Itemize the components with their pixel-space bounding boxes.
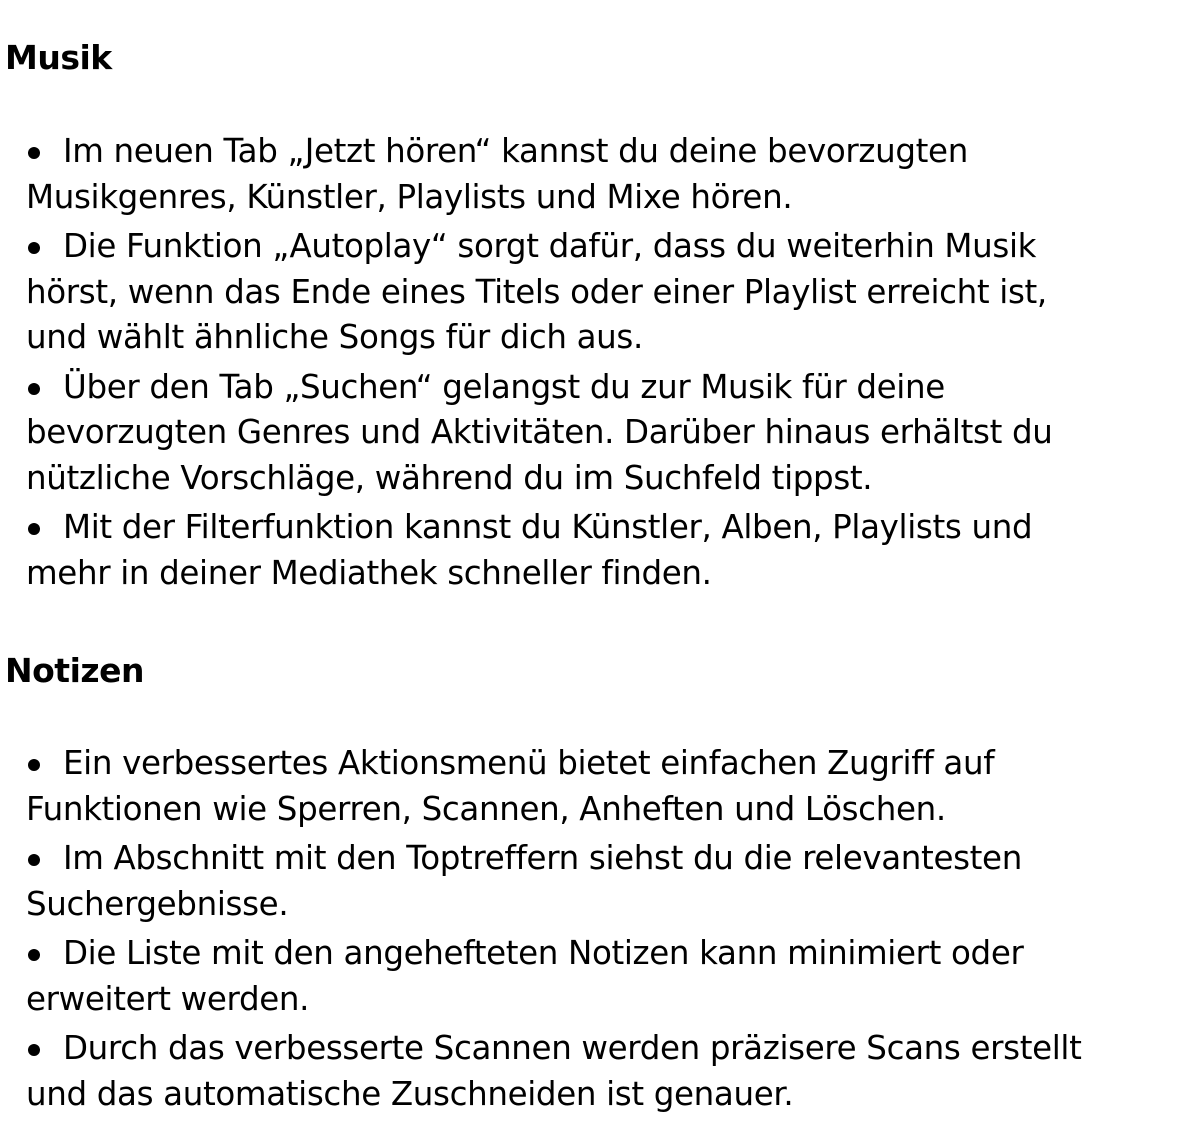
bullet-icon: [28, 383, 40, 395]
list-item-line: erweitert werden.: [26, 979, 310, 1018]
list-item-line: Über den Tab „Suchen“ gelangst du zur Musik für deine: [63, 367, 945, 406]
list-item: [26, 1026, 1186, 1117]
list-item-line: Die Liste mit den angehefteten Notizen kann minimiert oder: [63, 934, 1024, 972]
list-item-line: Im Abschnitt mit den Toptreffern siehst du die relevantesten: [63, 839, 1022, 877]
list-item-line: und das automatische Zuschneiden ist genauer.: [26, 1074, 794, 1113]
bullet-list-musik: [26, 129, 1186, 600]
bullet-icon: [28, 854, 40, 866]
bullet-icon: [28, 949, 40, 961]
bullet-list-notizen: [26, 741, 1186, 1121]
list-item-line: nützliche Vorschläge, während du im Suchfeld tippst.: [26, 458, 873, 497]
list-item-line: hörst, wenn das Ende eines Titels oder einer Playlist erreicht ist,: [26, 272, 1047, 311]
section-heading-notizen: Notizen: [5, 651, 144, 690]
list-item-line: bevorzugten Genres und Aktivitäten. Darüber hinaus erhältst du: [26, 413, 1053, 451]
bullet-icon: [28, 523, 40, 535]
list-item: [26, 365, 1186, 502]
bullet-icon: [28, 1044, 40, 1056]
list-item: [26, 129, 1186, 220]
section-heading-musik: Musik: [5, 38, 112, 77]
list-item-line: Musikgenres, Künstler, Playlists und Mixe hören.: [26, 177, 793, 216]
list-item-line: mehr in deiner Mediathek schneller finden.: [26, 553, 712, 592]
list-item-line: Durch das verbesserte Scannen werden präzisere Scans erstellt: [63, 1029, 1082, 1067]
list-item-line: Ein verbessertes Aktionsmenü bietet einfachen Zugriff auf: [63, 744, 995, 782]
list-item-line: Die Funktion „Autoplay“ sorgt dafür, dass du weiterhin Musik: [63, 227, 1037, 265]
list-item-line: Im neuen Tab „Jetzt hören“ kannst du deine bevorzugten: [63, 132, 968, 170]
bullet-icon: [28, 242, 40, 254]
bullet-icon: [28, 147, 40, 159]
list-item: [26, 224, 1186, 361]
list-item-line: Mit der Filterfunktion kannst du Künstler, Alben, Playlists und: [63, 508, 1033, 546]
list-item: [26, 931, 1186, 1022]
list-item: [26, 741, 1186, 832]
list-item-line: Suchergebnisse.: [26, 884, 289, 923]
list-item: [26, 505, 1186, 596]
list-item: [26, 836, 1186, 927]
list-item-line: Funktionen wie Sperren, Scannen, Anheften und Löschen.: [26, 789, 946, 828]
list-item-line: und wählt ähnliche Songs für dich aus.: [26, 318, 643, 356]
bullet-icon: [28, 759, 40, 771]
